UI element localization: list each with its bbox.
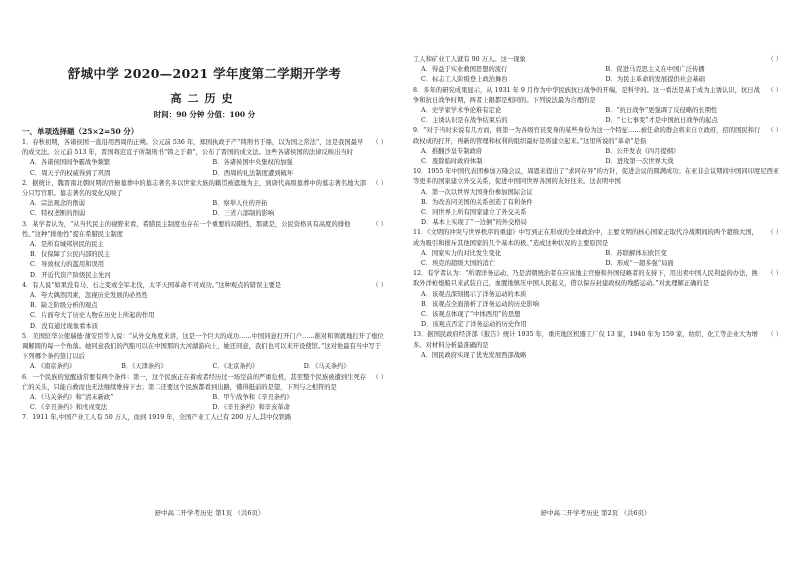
answer-option: B．为改善同美国的关系创造了有利条件 <box>421 198 533 206</box>
question <box>22 179 387 220</box>
answer-option: B．苏联解体东欧巨变 <box>605 249 667 257</box>
answer-option: B．该观点全面剖析了洋务运动的历史影响 <box>421 300 539 308</box>
answer-option: C．特权垄断的削弱 <box>30 210 86 218</box>
question <box>22 220 387 281</box>
answer-bracket: （ ） <box>372 281 387 289</box>
answer-option: B．甲午战争和《辛丑条约》 <box>212 394 293 402</box>
option-list <box>413 351 782 361</box>
answer-bracket: （ ） <box>767 270 782 278</box>
option-row <box>413 249 782 259</box>
question-text-block <box>413 86 782 106</box>
question <box>413 269 782 330</box>
question-text-block <box>413 126 782 146</box>
answer-option: A．《南京条约》 <box>30 363 76 371</box>
answer-option: B．“抗日战争”更强调了反侵略的长期性 <box>605 107 718 115</box>
answer-option: D．《马关条约》 <box>303 363 350 371</box>
question-text: 11．《文明的冲突与世界秩序的重建》中写到正在形成的全球政治中，主要文明的核心国家正取代冷战期间的两个超级大国，成为吸引和排斥其他国家的几个基本的极。”造成这种状况的主要原因是 <box>413 229 758 247</box>
question <box>22 281 387 332</box>
question-text: 1．春秋初期，各诸侯国一直沿用西周的正朔。公元前 536 年，郑国执政子产“铸刑书于鼎，以为国之常法”，这是我国最早的成文法。公元前 513 年，晋国将范宣子所制刑书“铸之于鼎”，公布了晋国的成文法。这些各诸侯国的法律反映出当时 <box>22 139 364 157</box>
page-footer: 舒中高二开学考历史 第1页 （共6页） <box>154 509 265 517</box>
answer-option: D．为民主革命的发展提供社会基础 <box>605 76 706 84</box>
question <box>22 413 387 423</box>
answer-option: A．国家实力的对比发生变化 <box>421 249 502 257</box>
option-row <box>22 199 387 209</box>
answer-option: C．导致权力的滥用和误用 <box>30 261 105 269</box>
answer-option: D．形成“一超多强”局面 <box>605 260 674 268</box>
right-page <box>397 0 794 562</box>
answer-option: C．埃克的超级大国的消亡 <box>421 260 496 268</box>
question-list <box>413 55 782 361</box>
answer-bracket: （ ） <box>767 331 782 339</box>
answer-option: D．开近代资产阶级民主先河 <box>30 271 111 279</box>
question-text: 5．美国驻华公使瑞德·蒲安臣等人说：“从外交角度来讲，这是一个巨大的成功……中国同意打开门户……推对和领就地打开了炮位调解圆的每一个角落。她同意我们的汽船可以在中国那的大河湖游向上，她还同意，我们也可以来开设使馆。”这对他最有当中写于下列哪个条约签订以后 <box>22 332 384 361</box>
answer-option: D．进攻第一次世界大战 <box>605 158 674 166</box>
question-text-block <box>22 373 387 393</box>
answer-option: D．“七七事变”才是中国抗日战争的起点 <box>605 117 718 125</box>
option-row <box>22 169 387 179</box>
answer-option: B．仅保障了公民内部的民主 <box>30 251 111 259</box>
question <box>22 332 387 373</box>
answer-option: A．宗法观念的削弱 <box>30 200 85 208</box>
answer-option: C．废除临时政府体制 <box>421 158 483 166</box>
option-list <box>22 291 387 332</box>
question-text: 10．1955 年中国代表团参加万隆会议，周恩来提出了“求同存异”的方针，促进会议的圆满成功；在亚非会议期间中国同印度尼西亚等更多的国家建立外交关系，促进中国同世界各国的友好往来。这表明中国 <box>413 168 780 186</box>
option-row <box>413 147 782 157</box>
exam-meta: 时间：90 分钟 分值：100 分 <box>153 110 256 119</box>
option-list <box>22 240 387 281</box>
question <box>413 228 782 269</box>
answer-option: A．是所有城邦居民的民主 <box>30 241 104 249</box>
question-text-block <box>413 167 782 187</box>
answer-option: C．主诱认识是在战争结束后的 <box>421 117 508 125</box>
question <box>413 167 782 228</box>
answer-option: B．《天津条约》 <box>121 363 167 371</box>
page-footer: 舒中高二开学考历史 第2页 （共6页） <box>540 509 651 517</box>
answer-option: C．周天子的权威得到了巩固 <box>30 169 111 177</box>
answer-bracket: （ ） <box>372 179 387 187</box>
question-text-block <box>413 330 782 350</box>
answer-bracket: （ ） <box>372 139 387 146</box>
question-text: 9．“对于当时来说有几方而，将第一为各级官员变身的某些身份为这一个特征……被任命的群会将来自立政府，招的国民和行政权成的打开，再新的管理和权利的组织最好是将建立起来。”这里所说的“革命”是指 <box>413 127 761 145</box>
question <box>413 86 782 127</box>
question-text: 8．多年的研究成果显示，从 1931 年 9 月作为中华民族抗日战争的开端，是科学的。这一看法是基于成为主诱认识，抗日战争和抗日战争时期，两者上限都是相同的。下列说法最为合理的是 <box>413 86 760 104</box>
question-text: 2．据统计，魏晋南北朝时期的官僚墓葬中的墓志著名多以世家大族的籍贯被遮地为主，到唐代高级墓葬中的墓志著名地大部分只写官职。墓志著名的变化反映了 <box>22 179 367 198</box>
exam-subject: 高二历史 <box>170 92 239 105</box>
option-row <box>413 75 782 85</box>
answer-option: A．该观点深刻揭示了洋务运动的本质 <box>421 290 527 298</box>
question-text-block <box>413 228 782 248</box>
answer-option: C．《北京条约》 <box>212 363 259 371</box>
answer-option: C．《辛丑条约》和戊戌变法 <box>30 404 108 412</box>
question <box>413 55 782 86</box>
answer-bracket: （ ） <box>767 86 782 94</box>
answer-option: B．各诸侯国中央集权的加强 <box>212 159 293 167</box>
answer-option: D．三省六部制的影响 <box>212 210 275 218</box>
option-row <box>413 259 782 269</box>
answer-option: D．《辛丑条约》和辛亥革命 <box>212 404 290 412</box>
answer-option: A．各诸侯国间争霸战争频繁 <box>30 159 111 167</box>
option-list <box>413 290 782 331</box>
option-row <box>413 65 782 75</box>
answer-option: A．第一次以世界大国身份参加国际会议 <box>421 188 533 196</box>
answer-option: B．察举人仕的开拓 <box>212 200 268 208</box>
option-row <box>22 158 387 168</box>
question-text-block <box>413 55 782 65</box>
question-text-block <box>22 332 387 363</box>
question <box>413 126 782 167</box>
question-list <box>22 138 387 424</box>
question-text-block <box>22 138 387 158</box>
option-row <box>22 362 387 372</box>
option-row <box>413 106 782 116</box>
question-text: 6．一个民族的觉醒通常要有两个条件：第一，这个民族正在着或者经历过一场空前的严重危机，甚至整个民族被遭到生死存亡的关头，只能自救而也无法继续维持下去；第二还要这个民族都看到出路，懂得挺前的是望，下列与之相符的是 <box>22 373 367 391</box>
answer-bracket: （ ） <box>767 229 782 237</box>
answer-option: B．公开发表《四月提纲》 <box>605 147 680 155</box>
answer-option: A．夸大偶然因素，忽视历史发展的必然性 <box>30 292 148 300</box>
answer-option: B．促进马克思主义在中国广泛传播 <box>605 66 705 74</box>
answer-option: D．该观点否定了洋务运动的历史作用 <box>421 321 527 329</box>
section-heading: 一、单项选择题（25×2=50 分） <box>22 127 139 136</box>
answer-option: A．国民政府实现了优先发展西部战略 <box>421 351 527 359</box>
question <box>413 330 782 361</box>
option-row <box>22 209 387 219</box>
question-text-block <box>22 220 387 240</box>
question-text: 13．据国民政府经济部《报告》统计 1935 年，重庆地区机器工厂仅 13 家，1940 年为 159 家，纺织、化工等企业大为增多。对材料分析最准确的是 <box>413 331 758 349</box>
answer-option: A．《马关条约》和“清末新政” <box>30 394 114 402</box>
question <box>22 138 387 179</box>
question-text: 4．有人说“如果没有马、石之变或全军北伐，太平天国革命不可成功。”这种观点的错误主要是 <box>22 281 282 289</box>
answer-option: D．西周的礼法制度遭到破坏 <box>212 169 294 177</box>
answer-option: B．缺乏阶级分析的观点 <box>30 302 98 310</box>
option-row <box>413 157 782 167</box>
answer-option: C．片面夸大了历史人物在历史上所起的作用 <box>30 312 155 320</box>
question-text: 7．1911 年,中国产业工人有 50 万人，而到 1919 年，全国产业工人已有 200 万人,其中仅铁路 <box>22 414 292 422</box>
question-text-block <box>22 179 387 199</box>
answer-option: A．得益于实业救国思想的流行 <box>421 66 508 74</box>
answer-option: A．推翻沙皇专制政府 <box>421 147 483 155</box>
option-row <box>22 393 387 403</box>
answer-option: C．标志工人阶级登上政治舞台 <box>421 76 508 84</box>
answer-bracket: （ ） <box>372 220 387 228</box>
answer-option: C．同世界上所有国家建立了外交关系 <box>421 209 527 217</box>
answer-option: D．基本上实现了“一边倒”的外交格局 <box>421 219 527 227</box>
question-text: 工人和矿业工人就有 90 万人。这一现象 <box>413 56 526 63</box>
option-row <box>22 403 387 413</box>
answer-option: A．史学家学术争论难有定论 <box>421 107 502 115</box>
answer-bracket: （ ） <box>767 56 782 63</box>
question-text-block <box>413 269 782 289</box>
question-text: 12．有学者认为：“所谓洋务运动，乃是清朝统治者在应该地主官僚和外国侵略者的支持下，用出卖中国人民利益的办法，换取外洋枪炮船只来武装自己，血腥地镇压中国人民起义，借以保存封建政权的残酷运动。”对此理解正确的是 <box>413 270 758 288</box>
answer-option: D．没有通过现象看本质 <box>30 322 99 330</box>
answer-option: C．该观点体现了“中体西用”的思想 <box>421 311 521 319</box>
question <box>22 373 387 414</box>
answer-bracket: （ ） <box>767 127 782 135</box>
option-row <box>413 116 782 126</box>
question-text-block <box>22 413 387 423</box>
question-text-block <box>22 281 387 291</box>
exam-title: 舒城中学 2020—2021 学年度第二学期开学考 <box>67 66 342 81</box>
option-list <box>413 188 782 229</box>
answer-bracket: （ ） <box>372 373 387 381</box>
question-text: 3．某学者认为，“从当代民主的视野来看，希腊民主制度也存在一个重要的局限性，那就是，公民资格具有高度的排他性。”这种“排他性”提在希腊民主制度 <box>22 220 351 238</box>
